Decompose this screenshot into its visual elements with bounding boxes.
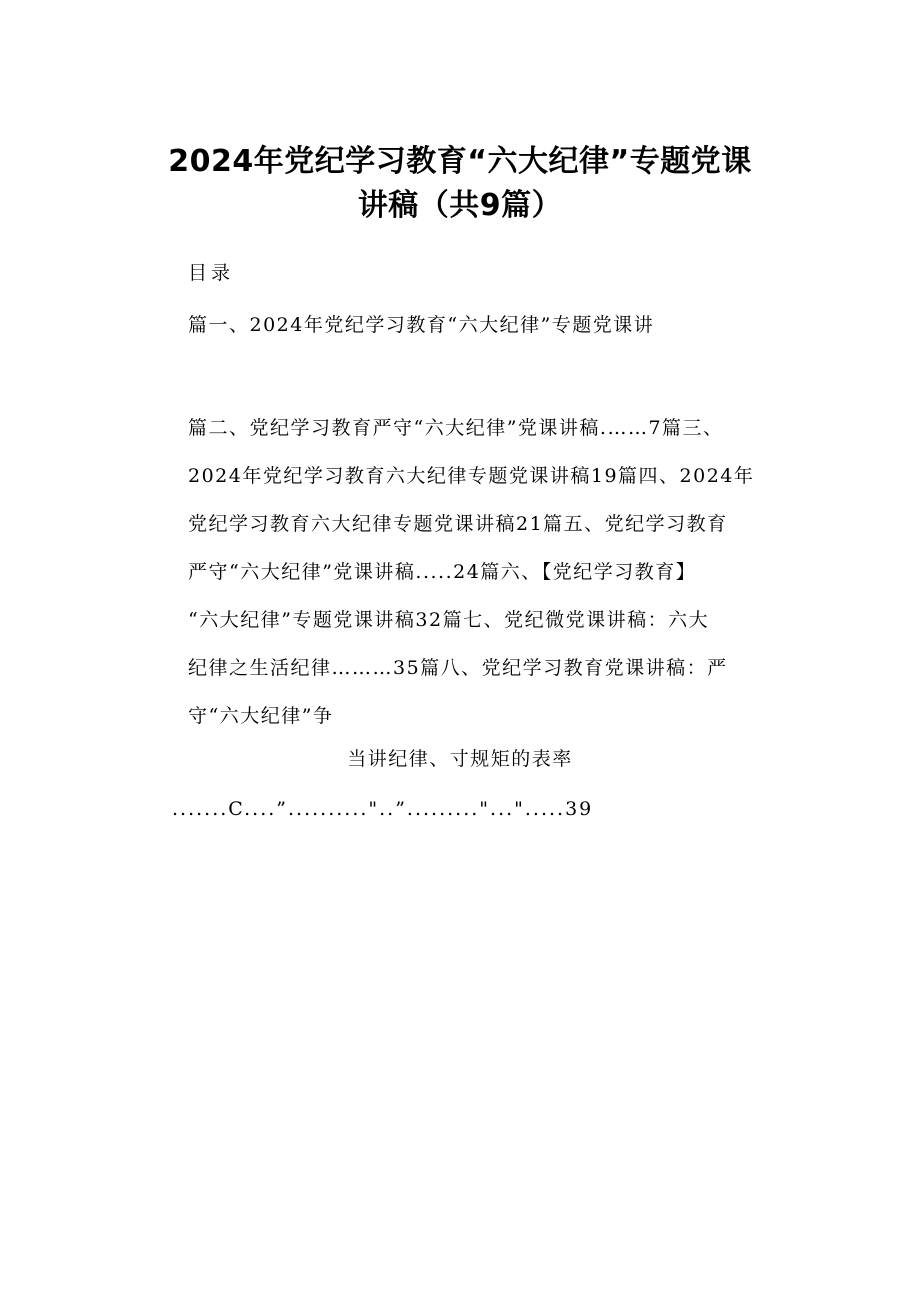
toc-line: 严守“六大纪律”党课讲稿.....24篇六、【党纪学习教育】 [188, 561, 697, 583]
toc-line: 党纪学习教育六大纪律专题党课讲稿21篇五、党纪学习教育 [188, 513, 728, 535]
toc-line: 2024年党纪学习教育六大纪律专题党课讲稿19篇四、2024年 [188, 465, 755, 487]
toc-line: 纪律之生活纪律………35篇八、党纪学习教育党课讲稿：严 [188, 657, 728, 679]
toc-heading: 目录 [188, 262, 235, 284]
toc-line: 篇二、党纪学习教育严守“六大纪律”党课讲稿.……7篇三、 [188, 417, 724, 439]
toc-item-1: 篇一、2024年党纪学习教育“六大纪律”专题党课讲 [188, 314, 655, 336]
document-title-line-1: 2024年党纪学习教育“六大纪律”专题党课 [168, 144, 752, 179]
toc-continuation-line: 当讲纪律、寸规矩的表率 [347, 748, 573, 770]
toc-line: “六大纪律”专题党课讲稿32篇七、党纪微党课讲稿：六大 [188, 609, 710, 631]
document-title-line-2: 讲稿（共9篇） [357, 188, 563, 223]
toc-leader-dots: .......C....”.........."..”........."...".....39 [172, 798, 594, 820]
toc-line: 守“六大纪律”争 [188, 705, 334, 727]
toc-list [188, 404, 788, 740]
